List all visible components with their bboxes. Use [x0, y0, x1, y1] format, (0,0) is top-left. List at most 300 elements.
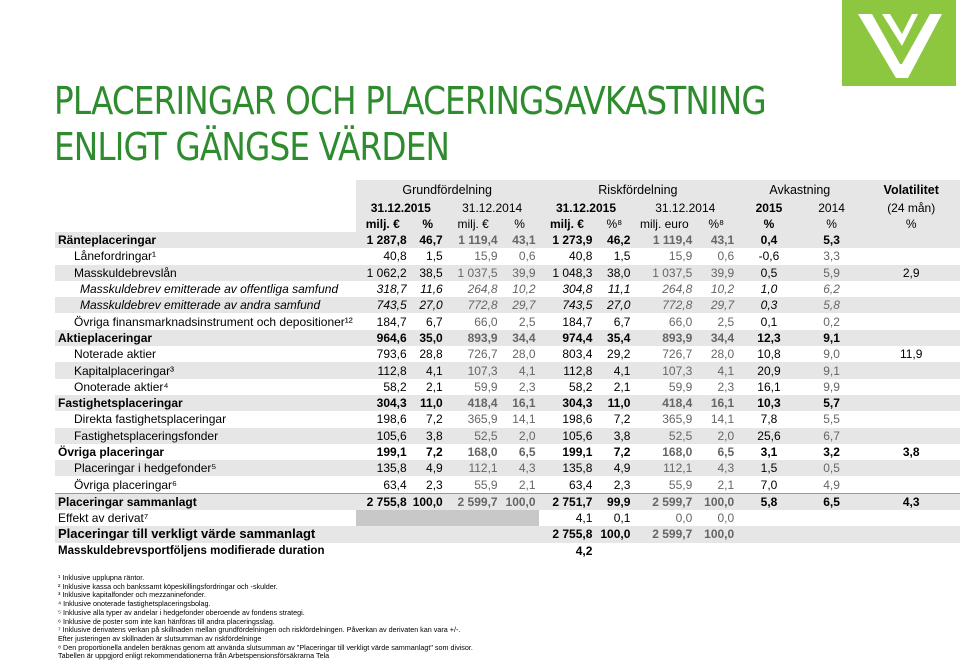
table-cell: [737, 543, 801, 559]
footnote: ⁶ Inklusive de poster som inte kan hänföras till andra placeringsslag.: [58, 616, 275, 626]
unit-2: %: [410, 216, 446, 232]
table-cell: 100,0: [595, 526, 633, 542]
table-cell: [446, 543, 501, 559]
header-units: [55, 216, 960, 232]
table-cell: 198,6: [376, 412, 407, 427]
table-row: [55, 493, 960, 510]
table-cell: 2,3: [613, 477, 631, 492]
table-cell: 16,1: [695, 395, 737, 411]
table-cell: 743,5: [356, 297, 410, 313]
table-cell: 4,9: [410, 460, 446, 476]
row-label: Aktieplaceringar: [55, 330, 356, 346]
company-logo: [842, 0, 956, 86]
footnote: ⁷ Inklusive derivatens verkan på skillnaden mellan grundfördelningen och riskfördelningen. Påverkan av derivaten kan vara +/-.: [58, 625, 461, 635]
unit-11: %: [862, 216, 960, 232]
table-cell: 1 273,9: [539, 232, 596, 248]
table-cell: [737, 526, 801, 542]
table-cell: 3,1: [760, 445, 778, 459]
table-cell: [862, 297, 960, 313]
table-cell: 112,1: [633, 460, 695, 476]
table-cell: 15,9: [668, 249, 693, 264]
table-cell: 4,9: [595, 460, 633, 476]
table-cell: 46,2: [595, 232, 633, 248]
table-cell: 2,0: [501, 428, 539, 444]
table-row: [55, 428, 960, 444]
row-label: Noterade aktier: [74, 347, 157, 362]
table-cell: 52,5: [633, 428, 695, 444]
table-cell: 11,0: [595, 395, 633, 411]
table-cell: [801, 543, 863, 559]
table-row: [55, 510, 960, 526]
table-cell: [862, 526, 960, 542]
table-cell: 365,9: [662, 412, 693, 427]
table-cell: 2,1: [613, 379, 631, 394]
table-cell: 964,6: [356, 330, 410, 346]
table-cell: 34,4: [695, 330, 737, 346]
table-row: [55, 526, 960, 542]
unit-1: milj. €: [356, 216, 410, 232]
table-cell: 10,2: [710, 282, 735, 297]
header-date-4: 31.12.2014: [633, 200, 737, 216]
table-cell: [862, 428, 960, 444]
header-avkastning: Avkastning: [737, 180, 862, 200]
table-cell: 264,8: [467, 282, 498, 297]
table-cell: 7,0: [760, 477, 778, 492]
table-cell: [737, 510, 801, 526]
table-cell: 29,7: [501, 297, 539, 313]
header-riskfordelning: Riskfördelning: [539, 180, 738, 200]
footnote: ⁵ Inklusive alla typer av andelar i hedgefonder oberoende av fondens strategi.: [58, 607, 305, 617]
table-cell: 3,2: [823, 445, 840, 459]
table-cell: 6,7: [426, 314, 443, 329]
table-cell: 4,3: [695, 460, 737, 476]
table-cell: 66,0: [668, 314, 693, 329]
table-cell: 1 037,5: [633, 265, 695, 281]
row-label: Fastighetsplaceringar: [55, 395, 356, 411]
table-cell: 2,3: [717, 379, 735, 394]
header-dates: [55, 200, 960, 216]
table-cell: 893,9: [446, 330, 501, 346]
table-row: [55, 265, 960, 281]
table-cell: 974,4: [539, 330, 596, 346]
table-cell: 59,9: [474, 379, 498, 394]
table-cell: 7,8: [760, 412, 778, 427]
table-cell: 2 755,8: [539, 526, 596, 542]
table-cell: 100,0: [695, 526, 737, 542]
table-cell: 43,1: [501, 232, 539, 248]
table-cell: 46,7: [410, 232, 446, 248]
table-cell: 39,9: [695, 265, 737, 281]
table-cell: 28,0: [512, 347, 536, 362]
table-cell: [862, 379, 960, 395]
table-cell: 1 287,8: [356, 232, 410, 248]
table-cell: [862, 543, 960, 559]
footnote: ² Inklusive kassa och bankssamt köpeskillingsfordringar och -skulder.: [58, 581, 278, 591]
footnote: ⁴ Inklusive onoterade fastighetsplaceringsbolag.: [58, 599, 211, 609]
table-cell: 0,2: [823, 314, 840, 329]
table-row: [55, 330, 960, 346]
table-cell: 28,0: [710, 347, 735, 362]
table-cell: 11,9: [899, 347, 923, 362]
row-label: Övriga placeringar: [58, 445, 165, 459]
table-cell: 7,2: [613, 445, 631, 459]
table-cell: 264,8: [662, 282, 693, 297]
table-cell: 726,7: [467, 347, 498, 362]
table-row: [55, 313, 960, 329]
table-cell: 1,5: [613, 249, 631, 264]
table-cell: 9,9: [823, 379, 840, 394]
table-cell: 304,3: [539, 395, 596, 411]
row-label: Kapitalplaceringar³: [55, 362, 356, 378]
table-cell: 15,9: [474, 249, 498, 264]
table-cell: 5,7: [801, 395, 863, 411]
header-date-1: 31.12.2015: [356, 200, 446, 216]
table-cell: 63,4: [569, 477, 593, 492]
table-cell: 9,0: [823, 347, 840, 362]
header-vol-period: (24 mån): [862, 200, 960, 216]
row-label: Masskuldebrev emitterade av andra samfund: [55, 297, 356, 313]
table-cell: 6,5: [518, 445, 536, 459]
footnote: ⁸ Den proportionella andelen beräknas genom att använda slutsumman av "Placeringar till verkligt värde sammanlagt" som divisor.: [58, 642, 473, 652]
table-cell: 0,5: [737, 265, 801, 281]
table-cell: 2,1: [426, 379, 443, 394]
table-row: [55, 460, 960, 476]
table-cell: [862, 460, 960, 476]
table-cell: 0,0: [675, 511, 693, 526]
table-cell: 318,7: [376, 282, 407, 297]
table-cell: 14,1: [710, 412, 735, 427]
table-cell: 20,9: [737, 362, 801, 378]
table-cell: [862, 313, 960, 329]
table-cell: 772,8: [633, 297, 695, 313]
table-cell: 107,3: [446, 362, 501, 378]
table-cell: 2,9: [862, 265, 960, 281]
table-cell: 5,5: [823, 412, 840, 427]
table-cell: 4,9: [823, 477, 840, 492]
table-cell: 418,4: [446, 395, 501, 411]
table-cell: [862, 281, 960, 297]
table-cell: 3,8: [595, 428, 633, 444]
table-cell: 0,1: [760, 314, 778, 329]
table-cell: 2,1: [518, 477, 536, 492]
table-cell: 40,8: [569, 249, 593, 264]
table-cell: 1 048,3: [539, 265, 596, 281]
table-cell: 27,0: [595, 297, 633, 313]
unit-4: %: [501, 216, 539, 232]
header-volatilitet: Volatilitet: [862, 180, 960, 200]
header-year-2: 2014: [801, 200, 863, 216]
table-cell: 105,6: [356, 428, 410, 444]
table-cell: 4,1: [501, 362, 539, 378]
table-cell: 11,0: [410, 395, 446, 411]
footnote: ³ Inklusive kapitalfonder och mezzaninefonder.: [58, 590, 206, 600]
table-cell: 803,4: [562, 347, 593, 362]
table-cell: 2 599,7: [633, 526, 695, 542]
table-cell: 100,0: [501, 493, 539, 510]
table-cell: 5,3: [801, 232, 863, 248]
table-cell: 418,4: [633, 395, 695, 411]
table-row: [55, 346, 960, 362]
table-cell: 168,0: [662, 445, 693, 459]
table-cell: 772,8: [446, 297, 501, 313]
footnote: ¹ Inklusive upplupna räntor.: [58, 573, 145, 582]
footnote: Tabellen är uppgjord enligt rekommendationerna från Arbetspensionsförsäkrarna Tela: [58, 651, 330, 661]
table-cell: -0,6: [758, 249, 780, 264]
title-line-1: PLACERINGAR OCH PLACERINGSAVKASTNING: [54, 79, 766, 123]
unit-8: %⁸: [695, 216, 737, 232]
table-cell: 100,0: [410, 493, 446, 510]
table-cell: 9,1: [801, 362, 863, 378]
table-cell: [356, 543, 410, 559]
table-cell: 52,5: [446, 428, 501, 444]
row-label: Effekt av derivat⁷: [58, 511, 149, 526]
table-cell: 6,7: [801, 428, 863, 444]
table-cell: [695, 543, 737, 559]
table-row: [55, 444, 960, 460]
table-cell: 7,2: [426, 445, 443, 459]
table-row: [55, 411, 960, 427]
table-cell: 99,9: [595, 493, 633, 510]
table-cell: 40,8: [383, 249, 407, 264]
table-cell: 184,7: [376, 314, 407, 329]
table-cell: [501, 510, 539, 526]
unit-6: %⁸: [595, 216, 633, 232]
table-cell: [633, 543, 695, 559]
table-row: [55, 543, 960, 559]
table-cell: 63,4: [383, 477, 407, 492]
placements-table: [55, 180, 960, 559]
table-row: [55, 379, 960, 395]
table-cell: 1 062,2: [356, 265, 410, 281]
table-cell: 39,9: [501, 265, 539, 281]
table-cell: [595, 543, 633, 559]
row-label: Övriga finansmarknadsinstrument och depositioner¹²: [74, 314, 353, 329]
table-row: [55, 297, 960, 313]
table-cell: 16,1: [757, 379, 781, 394]
table-cell: 4,3: [862, 493, 960, 510]
table-cell: 11,6: [420, 282, 443, 297]
row-label: Masskuldebrev emitterade av offentliga samfund: [80, 282, 339, 297]
table-cell: 1,0: [760, 282, 778, 297]
table-cell: [862, 232, 960, 248]
table-cell: 1 119,4: [446, 232, 501, 248]
table-cell: 0,3: [737, 297, 801, 313]
table-cell: [446, 526, 501, 542]
table-cell: 27,0: [410, 297, 446, 313]
header-year-1: 2015: [737, 200, 801, 216]
table-cell: 0,4: [737, 232, 801, 248]
table-cell: 2,3: [518, 379, 536, 394]
table-cell: 7,2: [426, 412, 443, 427]
table-cell: [801, 526, 863, 542]
unit-5: milj. €: [539, 216, 596, 232]
row-label: Onoterade aktier⁴: [74, 379, 169, 394]
table-cell: [410, 510, 446, 526]
table-cell: 10,3: [737, 395, 801, 411]
row-label: Direkta fastighetsplaceringar: [74, 412, 227, 427]
table-cell: [410, 526, 446, 542]
row-label: Fastighetsplaceringsfonder: [55, 428, 356, 444]
table-cell: 58,2: [383, 379, 407, 394]
table-cell: 16,1: [501, 395, 539, 411]
header-grundfordelning: Grundfördelning: [356, 180, 539, 200]
table-cell: 59,9: [668, 379, 693, 394]
table-cell: [501, 526, 539, 542]
table-cell: 793,6: [376, 347, 407, 362]
table-cell: 2,1: [717, 477, 735, 492]
table-row: [55, 248, 960, 264]
table-cell: 0,1: [613, 511, 631, 526]
table-cell: 10,2: [512, 282, 536, 297]
table-cell: 38,0: [595, 265, 633, 281]
table-cell: 1,5: [737, 460, 801, 476]
table-cell: 2,0: [695, 428, 737, 444]
table-cell: [862, 330, 960, 346]
table-cell: 6,5: [801, 493, 863, 510]
table-cell: 35,4: [595, 330, 633, 346]
header-groups: [55, 180, 960, 200]
table-cell: 199,1: [562, 445, 593, 459]
table-cell: [446, 510, 501, 526]
table-cell: 2,3: [426, 477, 443, 492]
table-cell: [801, 510, 863, 526]
row-label: Masskuldebrevsportföljens modifierade duration: [58, 544, 325, 557]
table-cell: 0,0: [717, 511, 735, 526]
table-row: [55, 362, 960, 378]
table-cell: 2 751,7: [539, 493, 596, 510]
table-cell: 365,9: [467, 412, 498, 427]
table-row: [55, 476, 960, 493]
table-cell: 4,1: [695, 362, 737, 378]
table-cell: 35,0: [410, 330, 446, 346]
unit-7: milj. euro: [633, 216, 695, 232]
table-cell: 2 599,7: [446, 493, 501, 510]
table-cell: 2 599,7: [633, 493, 695, 510]
table-cell: [862, 362, 960, 378]
table-cell: 3,8: [410, 428, 446, 444]
table-cell: 12,3: [737, 330, 801, 346]
table-cell: 28,8: [419, 347, 443, 362]
row-label: Placeringar i hedgefonder⁵: [55, 460, 356, 476]
unit-9: %: [737, 216, 801, 232]
row-label: Lånefordringar¹: [74, 249, 157, 264]
unit-10: %: [801, 216, 863, 232]
table-cell: 1,5: [426, 249, 443, 264]
table-cell: 14,1: [512, 412, 536, 427]
table-cell: 0,5: [801, 460, 863, 476]
table-cell: [356, 510, 410, 526]
table-cell: 25,6: [737, 428, 801, 444]
title-line-2: ENLIGT GÄNGSE VÄRDEN: [54, 125, 450, 169]
table-cell: 4,1: [410, 362, 446, 378]
header-date-2: 31.12.2014: [446, 200, 539, 216]
table-cell: 38,5: [410, 265, 446, 281]
row-label: Ränteplaceringar: [55, 232, 356, 248]
header-empty: [55, 180, 356, 200]
table-cell: 6,5: [717, 445, 735, 459]
table-row: [55, 232, 960, 248]
table-cell: 726,7: [662, 347, 693, 362]
row-label: Placeringar sammanlagt: [55, 493, 356, 510]
header-date-3: 31.12.2015: [539, 200, 634, 216]
table-cell: 11,1: [607, 282, 631, 297]
table-cell: 135,8: [356, 460, 410, 476]
table-cell: 893,9: [633, 330, 695, 346]
table-cell: 304,3: [356, 395, 410, 411]
table-cell: 112,8: [356, 362, 410, 378]
table-cell: [410, 543, 446, 559]
table-cell: 2,5: [717, 314, 735, 329]
table-cell: 55,9: [668, 477, 693, 492]
table-cell: 1 037,5: [446, 265, 501, 281]
table-cell: 198,6: [562, 412, 593, 427]
table-cell: 112,8: [539, 362, 596, 378]
table-cell: 4,2: [575, 543, 593, 558]
table-cell: 6,7: [613, 314, 631, 329]
table-cell: 43,1: [695, 232, 737, 248]
table-cell: 112,1: [446, 460, 501, 476]
table-cell: [862, 510, 960, 526]
table-cell: 135,8: [539, 460, 596, 476]
table-cell: 58,2: [569, 379, 593, 394]
table-cell: 304,8: [562, 282, 593, 297]
table-cell: 105,6: [539, 428, 596, 444]
table-cell: 4,3: [501, 460, 539, 476]
table-cell: 4,1: [595, 362, 633, 378]
table-cell: 29,7: [695, 297, 737, 313]
table-cell: 29,2: [607, 347, 631, 362]
table-cell: 0,6: [717, 249, 735, 264]
table-cell: 4,1: [575, 511, 593, 526]
row-label: Placeringar till verkligt värde sammanlagt: [55, 526, 356, 542]
table-cell: 10,8: [757, 347, 781, 362]
row-label: Övriga placeringar⁶: [74, 477, 177, 492]
table-cell: 0,6: [518, 249, 536, 264]
table-cell: 5,9: [801, 265, 863, 281]
table-row: [55, 395, 960, 411]
table-cell: 2 755,8: [356, 493, 410, 510]
unit-3: milj. €: [446, 216, 501, 232]
table-cell: 3,3: [823, 249, 840, 264]
page-title: [54, 78, 766, 170]
table-cell: 5,8: [737, 493, 801, 510]
table-cell: 34,4: [501, 330, 539, 346]
table-cell: 1 119,4: [633, 232, 695, 248]
table-cell: 3,8: [902, 445, 920, 459]
table-cell: 184,7: [562, 314, 593, 329]
table-cell: 9,1: [801, 330, 863, 346]
table-cell: 5,8: [801, 297, 863, 313]
table-cell: [862, 395, 960, 411]
table-cell: 743,5: [539, 297, 596, 313]
table-cell: [501, 543, 539, 559]
footnote: Efter justeringen av skillnaden är slutsumman av riskfördelninge: [58, 633, 262, 643]
table-cell: [862, 248, 960, 264]
table-cell: 7,2: [613, 412, 631, 427]
table-cell: [862, 476, 960, 493]
table-row: [55, 281, 960, 297]
row-label: Masskuldebrevslån: [55, 265, 356, 281]
table-cell: 55,9: [474, 477, 498, 492]
table-cell: [862, 411, 960, 427]
table-cell: 168,0: [467, 445, 498, 459]
table-cell: 199,1: [376, 445, 407, 459]
table-cell: 66,0: [474, 314, 498, 329]
table-cell: 6,2: [823, 282, 840, 297]
table-cell: 107,3: [633, 362, 695, 378]
footnotes: [58, 574, 473, 661]
table-cell: [356, 526, 410, 542]
